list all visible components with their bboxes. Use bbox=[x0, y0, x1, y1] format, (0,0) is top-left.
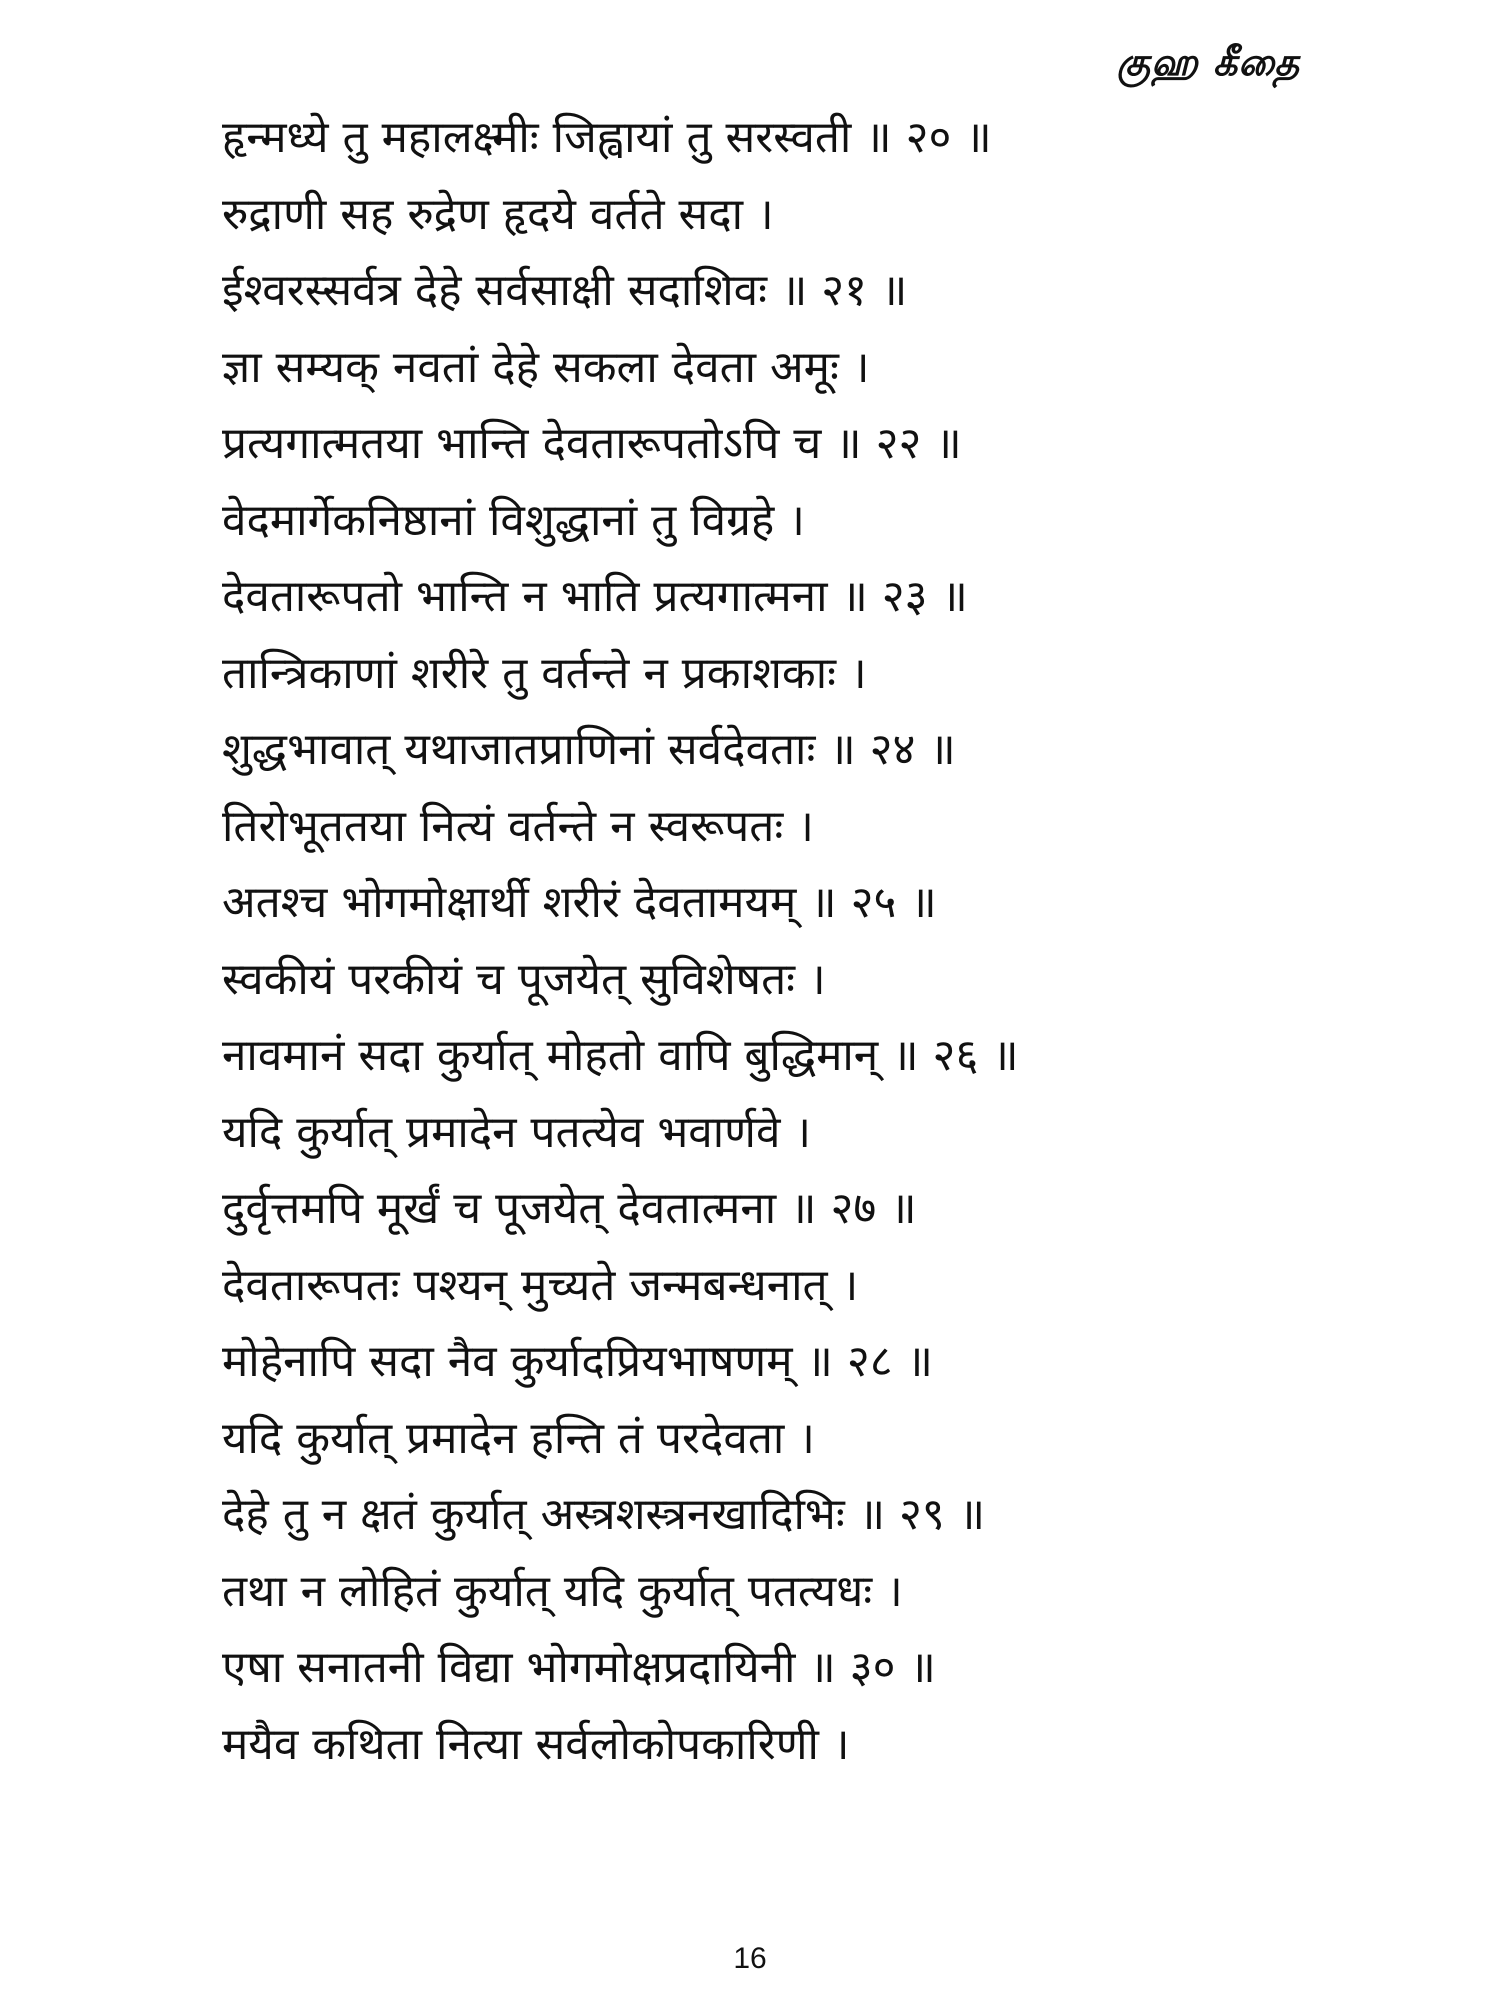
verse-line: प्रत्यगात्मतया भान्ति देवतारूपतोऽपि च ॥ २२ ॥ bbox=[222, 418, 962, 469]
verse-line: देहे तु न क्षतं कुर्यात् अस्त्रशस्त्रनखादिभिः ॥ २९ ॥ bbox=[222, 1489, 986, 1540]
verse-line: एषा सनातनी विद्या भोगमोक्षप्रदायिनी ॥ ३० ॥ bbox=[222, 1642, 936, 1693]
verse-line: तान्त्रिकाणां शरीरे तु वर्तन्ते न प्रकाशकाः । bbox=[222, 647, 867, 699]
verse-line: ज्ञा सम्यक् नवतां देहे सकला देवता अमूः । bbox=[222, 341, 870, 393]
verse-list bbox=[222, 100, 1322, 1783]
verse-line: अतश्च भोगमोक्षार्थी शरीरं देवतामयम् ॥ २५ ॥ bbox=[222, 877, 937, 928]
verse-line: स्वकीयं परकीयं च पूजयेत् सुविशेषतः । bbox=[222, 953, 826, 1005]
verse-line: दुर्वृत्तमपि मूर्खं च पूजयेत् देवतात्मना ॥ २७ ॥ bbox=[222, 1183, 917, 1234]
verse-line: देवतारूपतः पश्यन् मुच्यते जन्मबन्धनात् । bbox=[222, 1259, 859, 1311]
verse-line: तथा न लोहितं कुर्यात् यदि कुर्यात् पतत्यधः । bbox=[222, 1565, 903, 1617]
verse-line: यदि कुर्यात् प्रमादेन हन्ति तं परदेवता । bbox=[222, 1412, 815, 1464]
verse-line: नावमानं सदा कुर्यात् मोहतो वापि बुद्धिमान् ॥ २६ ॥ bbox=[222, 1030, 1019, 1081]
verse-line: मोहेनापि सदा नैव कुर्यादप्रियभाषणम् ॥ २८ ॥ bbox=[222, 1336, 933, 1387]
verse-line: मयैव कथिता नित्या सर्वलोकोपकारिणी । bbox=[222, 1718, 850, 1770]
verse-line: वेदमार्गेकनिष्ठानां विशुद्धानां तु विग्रहे । bbox=[222, 494, 805, 546]
verse-line: देवतारूपतो भान्ति न भाति प्रत्यगात्मना ॥ २३ ॥ bbox=[222, 571, 968, 622]
verse-line: हृन्मध्ये तु महालक्ष्मीः जिह्वायां तु सरस्वती ॥ २० ॥ bbox=[222, 112, 992, 163]
verse-line: शुद्धभावात् यथाजातप्राणिनां सर्वदेवताः ॥ २४ ॥ bbox=[222, 724, 956, 775]
page-number: 16 bbox=[733, 1942, 767, 1975]
verse-line: रुद्राणी सह रुद्रेण हृदये वर्तते सदा । bbox=[222, 188, 774, 240]
running-header: குஹ கீதை bbox=[1116, 40, 1300, 84]
verse-line: तिरोभूततया नित्यं वर्तन्ते न स्वरूपतः । bbox=[222, 800, 814, 852]
verse-line: यदि कुर्यात् प्रमादेन पतत्येव भवार्णवे । bbox=[222, 1106, 812, 1158]
verse-line: ईश्वरस्सर्वत्र देहे सर्वसाक्षी सदाशिवः ॥ २१ ॥ bbox=[222, 265, 908, 316]
